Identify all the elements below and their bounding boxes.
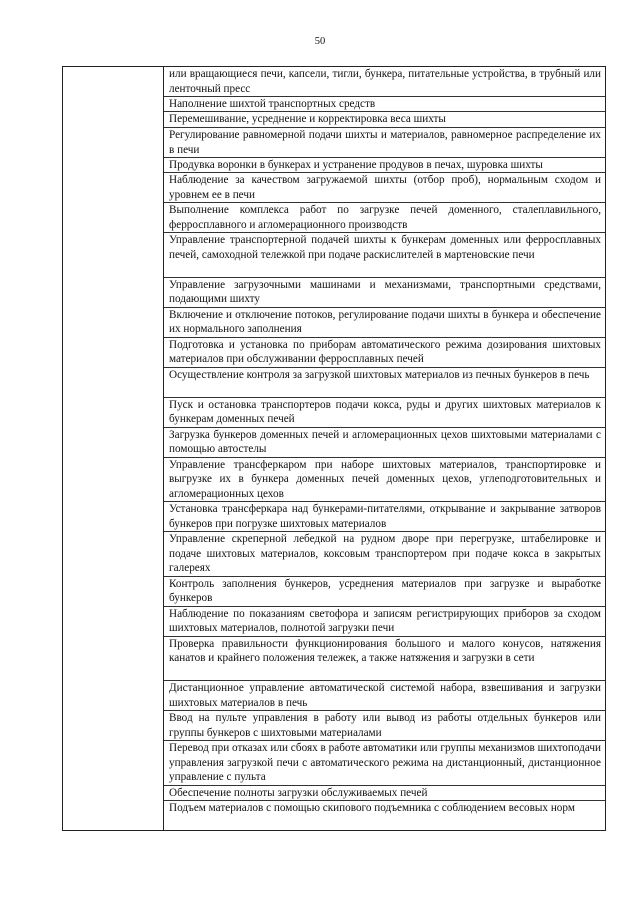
- table-row: Подготовка и установка по приборам автоматического режима дозирования шихтовых материалов при обслуживании ферросплавных печей: [164, 338, 605, 368]
- table-row: Перевод при отказах или сбоях в работе автоматики или группы механизмов шихтоподачи управления загрузкой печи с автоматического режима на дистанционный, дистанционное управление с пульта: [164, 741, 605, 785]
- table-row: Включение и отключение потоков, регулирование подачи шихты в бункера и обеспечение их нормального заполнения: [164, 308, 605, 338]
- table-row: Загрузка бункеров доменных печей и агломерационных цехов шихтовыми материалами с помощью автостелы: [164, 428, 605, 458]
- table-row: Управление транспортерной подачей шихты к бункерам доменных или ферросплавных печей, самоходной тележкой при подаче раскислителей в мартеновские печи: [164, 233, 605, 277]
- table-rows: [164, 67, 605, 830]
- task-table: [62, 66, 606, 831]
- table-row: Регулирование равномерной подачи шихты и материалов, равномерное распределение их в печи: [164, 128, 605, 158]
- table-row: Наблюдение за качеством загружаемой шихты (отбор проб), нормальным сходом и уровнем ее в печи: [164, 173, 605, 203]
- table-row: Пуск и остановка транспортеров подачи кокса, руды и других шихтовых материалов к бункерам доменных печей: [164, 398, 605, 428]
- table-row: Контроль заполнения бункеров, усреднения материалов при загрузке и выработке бункеров: [164, 577, 605, 607]
- table-row: Управление трансферкаром при наборе шихтовых материалов, транспортировке и выгрузке их в бункера доменных печей доменных цехов, углеподготовительных и агломерационных цехов: [164, 458, 605, 502]
- table-row: Продувка воронки в бункерах и устранение продувов в печах, шуровка шихты: [164, 158, 605, 173]
- table-row: Наблюдение по показаниям светофора и записям регистрирующих приборов за сходом шихтовых материалов, полнотой загрузки печи: [164, 607, 605, 637]
- table-row: Дистанционное управление автоматической системой набора, взвешивания и загрузки шихтовых материалов в печь: [164, 681, 605, 711]
- page-number: 50: [314, 36, 326, 47]
- table-row: Наполнение шихтой транспортных средств: [164, 97, 605, 112]
- table-row: Установка трансферкара над бункерами-питателями, открывание и закрывание затворов бункеров при погрузке шихтовых материалов: [164, 502, 605, 532]
- table-row: Выполнение комплекса работ по загрузке печей доменного, сталеплавильного, ферросплавного и агломерационного производств: [164, 203, 605, 233]
- table-row: Осуществление контроля за загрузкой шихтовых материалов из печных бункеров в печь: [164, 368, 605, 398]
- table-row: Управление загрузочными машинами и механизмами, транспортными средствами, подающими шихту: [164, 278, 605, 308]
- table-row: Перемешивание, усреднение и корректировка веса шихты: [164, 112, 605, 127]
- table-row: Проверка правильности функционирования большого и малого конусов, натяжения канатов и крайнего положения тележек, а также натяжения и загрузки в сети: [164, 637, 605, 681]
- table-row: Ввод на пульте управления в работу или вывод из работы отдельных бункеров или группы бункеров с шихтовыми материалами: [164, 711, 605, 741]
- table-row: Обеспечение полноты загрузки обслуживаемых печей: [164, 786, 605, 801]
- table-row: или вращающиеся печи, капсели, тигли, бункера, питательные устройства, в трубный или ленточный пресс: [164, 67, 605, 97]
- table-left-column: [63, 67, 164, 830]
- table-row: Управление скреперной лебедкой на рудном дворе при перегрузке, штабелировке и подаче шихтовых материалов, коксовым транспортером при подаче кокса в закрытых галереях: [164, 532, 605, 576]
- table-row: Подъем материалов с помощью скипового подъемника с соблюдением весовых норм: [169, 802, 575, 815]
